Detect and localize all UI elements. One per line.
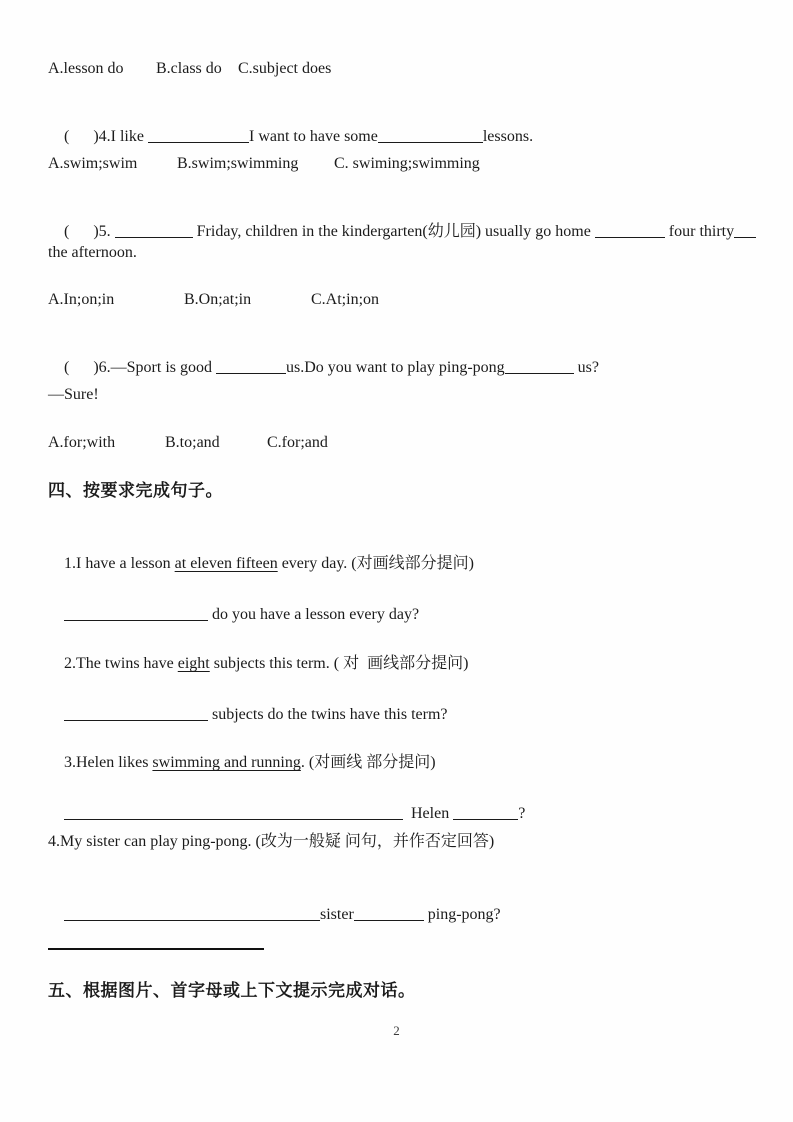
- option-c: C.for;and: [267, 434, 328, 451]
- question6-text-pre: ( )6.—Sport is good: [64, 359, 216, 376]
- sentence2-answer-text: subjects do the twins have this term?: [208, 706, 448, 723]
- question5-continuation: the afternoon.: [48, 244, 137, 261]
- sentence4-answer-mid: sister: [320, 906, 354, 923]
- option-b: B.to;and: [165, 434, 220, 451]
- answer-blank: [595, 223, 665, 238]
- option-c: C. swiming;swimming: [334, 155, 480, 172]
- section4-title: 四、按要求完成句子。: [48, 481, 223, 500]
- question4-text-pre: ( )4.I like: [64, 128, 148, 145]
- question5-text-pre: ( )5.: [64, 223, 115, 240]
- answer-blank: [64, 906, 320, 921]
- sentence3-text-pre: 3.Helen likes: [64, 754, 153, 771]
- sentence3-answer-mid: Helen: [403, 805, 454, 822]
- sentence3-answer-end: ?: [518, 805, 526, 822]
- sentence3-text-post: . (对画线 部分提问): [300, 754, 436, 771]
- sentence2-underlined-phrase: eight: [177, 655, 210, 672]
- sentence1-answer-text: do you have a lesson every day?: [208, 606, 420, 623]
- answer-blank: [505, 359, 574, 374]
- answer-blank: [148, 128, 249, 143]
- section5-title: 五、根据图片、首字母或上下文提示完成对话。: [48, 981, 416, 1000]
- question6: [48, 338, 599, 398]
- question4-options-row: [48, 154, 748, 174]
- sentence4: 4.My sister can play ping-pong. (改为一般疑 问句，并作否定回答): [48, 833, 495, 850]
- question3-options-row: [48, 59, 748, 79]
- answer-blank: [378, 128, 483, 143]
- sentence1-text-pre: 1.I have a lesson: [64, 555, 175, 572]
- option-c: C.subject does: [238, 60, 332, 77]
- answer-blank: [734, 223, 756, 238]
- question5-text-end: four thirty: [664, 223, 735, 240]
- question5-options-row: [48, 290, 748, 310]
- sentence2-text-pre: 2.The twins have: [64, 655, 178, 672]
- answer-blank: [48, 932, 264, 950]
- question5: [48, 202, 756, 262]
- sentence1-text-post: every day. (对画线部分提问): [277, 555, 474, 572]
- question4-text-mid: I want to have some: [248, 128, 378, 145]
- answer-blank: [453, 805, 518, 820]
- answer-blank: [354, 906, 424, 921]
- sentence3-underlined-phrase: swimming and running: [152, 754, 301, 771]
- sentence1-underlined-phrase: at eleven fifteen: [174, 555, 278, 572]
- option-b: B.On;at;in: [184, 291, 252, 308]
- answer-blank: [64, 805, 403, 820]
- option-a: A.lesson do: [48, 60, 124, 77]
- answer-blank: [216, 359, 286, 374]
- option-a: A.for;with: [48, 434, 116, 451]
- answer-blank: [115, 223, 193, 238]
- question6-text-end: us?: [573, 359, 599, 376]
- question6-reply: —Sure!: [48, 386, 99, 403]
- sentence2-text-post: subjects this term. ( 对 画线部分提问): [209, 655, 469, 672]
- option-a: A.swim;swim: [48, 155, 138, 172]
- sentence4-answer-end: ping-pong?: [423, 906, 501, 923]
- question4-text-end: lessons.: [482, 128, 534, 145]
- answer-blank: [64, 706, 208, 721]
- option-b: B.class do: [156, 60, 222, 77]
- question6-text-mid: us.Do you want to play ping-pong: [286, 359, 505, 376]
- option-b: B.swim;swimming: [177, 155, 299, 172]
- answer-blank: [64, 606, 208, 621]
- question6-options-row: [48, 433, 748, 453]
- question5-text-mid: Friday, children in the kindergarten(幼儿园) usually go home: [192, 223, 595, 240]
- option-c: C.At;in;on: [311, 291, 380, 308]
- option-a: A.In;on;in: [48, 291, 115, 308]
- page-number: 2: [393, 1023, 400, 1038]
